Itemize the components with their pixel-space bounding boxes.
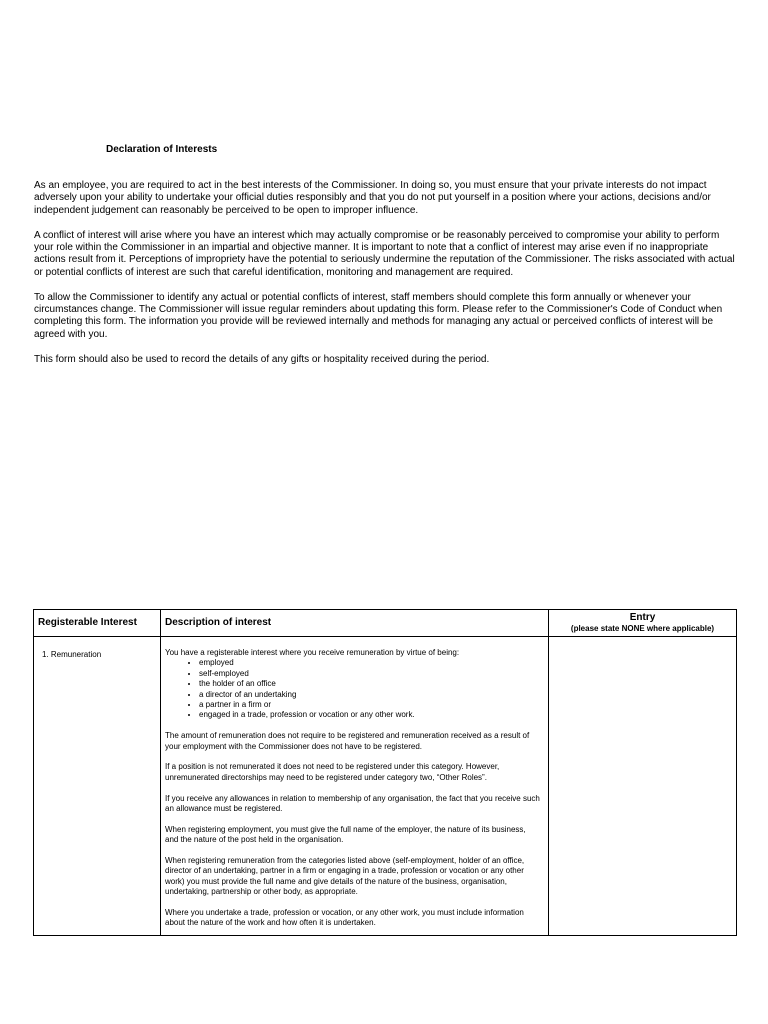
table-header-row [34, 610, 737, 637]
description-paragraph: The amount of remuneration does not require to be registered and remuneration received as a result of your employment with the Commissioner does not have to be registered. [165, 731, 530, 751]
row-category: 1. Remuneration [34, 637, 161, 936]
description-intro: You have a registerable interest where you receive remuneration by virtue of being: [165, 648, 460, 657]
header-entry-label: Entry [629, 612, 656, 623]
list-item: • self-employed [199, 669, 540, 679]
intro-paragraph: This form should also be used to record the details of any gifts or hospitality received during the period. [34, 353, 490, 365]
intro-paragraph: A conflict of interest will arise where you have an interest which may actually compromise or be reasonably perceived to compromise your ability to perform your role within the Commissioner in an impartial and objective manner. It is important to note that a conflict of interest may arise even if no inappropriate actions result from it. Perceptions of impropriety have the potential to seriously undermine the reputation of the Commissioner. The risks associated with actual or potential conflicts of interest are such that careful identification, monitoring and management are required. [34, 229, 735, 278]
row-description [161, 637, 549, 936]
intro-paragraph: As an employee, you are required to act in the best interests of the Commissioner. In doing so, you must ensure that your private interests do not impact adversely upon your ability to undertake your official duties responsibly and that you do not put yourself in a position where your actions, decisions and/or independent judgement can reasonably be perceived to be open to improper influence. [34, 180, 711, 216]
intro-text [34, 180, 738, 378]
table-row [34, 637, 737, 936]
header-entry-note: (please state NONE where applicable) [570, 624, 715, 633]
list-item: • employed [199, 658, 540, 668]
list-item: • a partner in a firm or [199, 700, 540, 710]
remuneration-list [165, 658, 540, 720]
list-item: • the holder of an office [199, 679, 540, 689]
page-title: Declaration of Interests [106, 144, 218, 155]
header-entry [549, 610, 737, 637]
header-registerable-interest: Registerable Interest [34, 610, 161, 637]
description-paragraph: When registering employment, you must give the full name of the employer, the nature of its business, and the nature of the post held in the organisation. [165, 824, 526, 845]
entry-cell[interactable] [549, 637, 737, 936]
description-paragraph: If you receive any allowances in relation to membership of any organisation, the fact that you receive such an allowance must be registered. [165, 793, 540, 814]
description-paragraph: When registering remuneration from the categories listed above (self-employment, holder of an office, director of an undertaking, partner in a firm or engaging in a trade, profession or vocation or any other work) you must provide the full name and give details of the nature of the business, organisation, undertaking, partnership or other body, as appropriate. [165, 856, 525, 897]
description-paragraph: Where you undertake a trade, profession or vocation, or any other work, you must include information about the nature of the work and how often it is undertaken. [165, 908, 524, 928]
interests-table [33, 609, 737, 936]
intro-paragraph: To allow the Commissioner to identify any actual or potential conflicts of interest, staff members should complete this form annually or whenever your circumstances change. The Commissioner will issue regular reminders about updating this form. Please refer to the Commissioner's Code of Conduct when completing this form. The information you provide will be reviewed internally and methods for managing any actual or perceived conflicts of interest will be agreed with you. [34, 291, 723, 340]
description-paragraph: If a position is not remunerated it does not need to be registered under this category. However, unremunerated directorships may need to be registered under category two, “Other Roles”. [165, 762, 500, 782]
header-description: Description of interest [161, 610, 549, 637]
list-item: • engaged in a trade, profession or vocation or any other work. [199, 710, 540, 720]
list-item: • a director of an undertaking [199, 690, 540, 700]
